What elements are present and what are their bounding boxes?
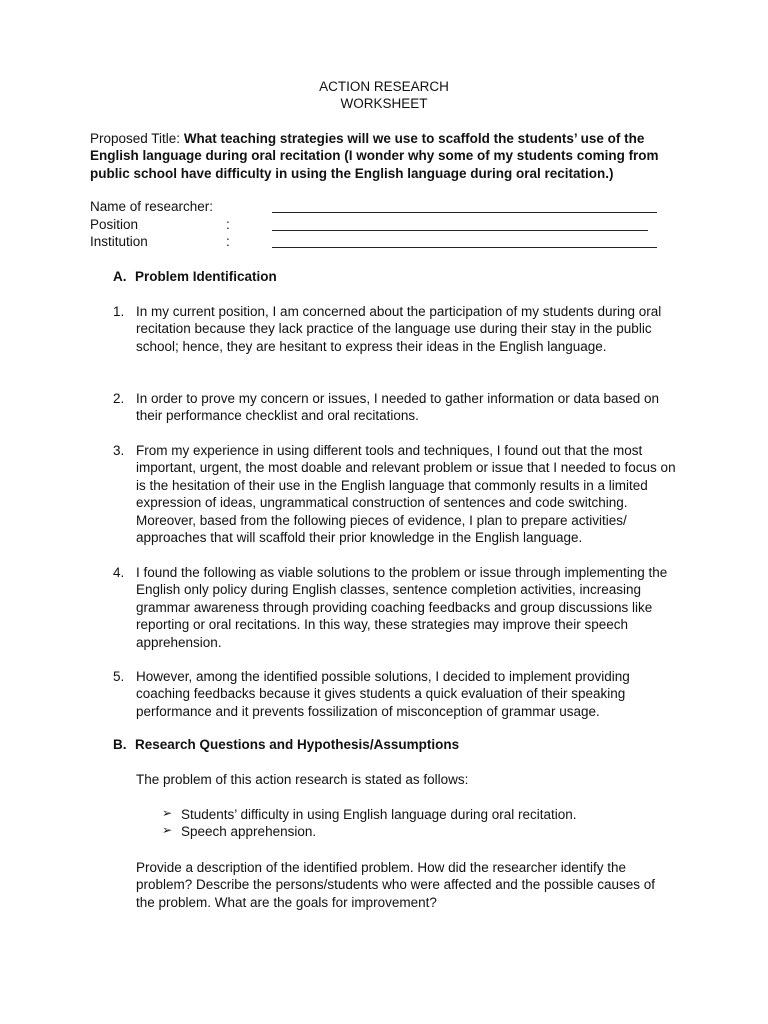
document-title-line2: WORKSHEET — [340, 96, 428, 111]
list-item-text: In my current position, I am concerned about the participation of my students during oral recitation because they lack practice of the language use during their stay in the public school; hence, they are hesitant to express their ideas in the English language. — [136, 304, 662, 354]
bullet-item — [162, 807, 577, 822]
section-title: Research Questions and Hypothesis/Assumptions — [135, 737, 460, 752]
list-item-text: In order to prove my concern or issues, I needed to gather information or data based on their performance checklist and oral recitations. — [136, 391, 660, 424]
list-item — [113, 390, 678, 425]
field-label: Name of researcher: — [90, 199, 214, 214]
bullet-text: Students’ difficulty in using English language during oral recitation. — [181, 807, 577, 822]
section-title: Problem Identification — [135, 269, 277, 284]
list-item-number: 3. — [113, 443, 125, 458]
list-item-number: 2. — [113, 391, 125, 406]
arrow-bullet-icon: ➢ — [162, 823, 173, 837]
field-label: Institution — [90, 234, 148, 249]
description-prompt: Provide a description of the identified problem. How did the researcher identify the problem? Describe the persons/students who were affected and the possible causes of the problem. What are the goals for improvement? — [136, 860, 656, 910]
section-a-heading — [113, 269, 277, 284]
field-colon: : — [226, 217, 230, 232]
list-item-number: 4. — [113, 565, 125, 580]
list-item — [113, 668, 678, 720]
proposed-title-text: What teaching strategies will we use to scaffold the students’ use of the English language during oral recitation (I wonder why some of my students coming from public school have difficulty in using the English language during oral recitation.) — [90, 131, 659, 181]
bullet-item — [162, 824, 316, 839]
proposed-title — [90, 130, 680, 182]
proposed-title-label: Proposed Title: — [90, 131, 184, 146]
bullet-text: Speech apprehension. — [181, 824, 317, 839]
section-b-heading — [113, 737, 459, 752]
list-item — [113, 303, 678, 355]
field-blank-line[interactable] — [272, 247, 657, 248]
section-letter: A. — [113, 269, 127, 284]
list-item — [113, 564, 678, 651]
arrow-bullet-icon: ➢ — [162, 806, 173, 820]
field-colon: : — [226, 234, 230, 249]
list-item-text: From my experience in using different tools and techniques, I found out that the most important, urgent, the most doable and relevant problem or issue that I needed to focus on is the hesitation of their use in the English language that commonly results in a limited expression of ideas, ungrammatical construction of sentences and code switching. Moreover, based from the following pieces of evidence, I plan to prepare activities/ approaches that will scaffold their prior knowledge in the English language. — [136, 443, 676, 546]
list-item-text: However, among the identified possible solutions, I decided to implement providing coaching feedbacks because it gives students a quick evaluation of their speaking performance and it prevents fossilization of misconception of grammar usage. — [136, 669, 630, 719]
field-label: Position — [90, 217, 139, 232]
field-blank-line[interactable] — [272, 212, 657, 213]
problem-intro: The problem of this action research is stated as follows: — [136, 772, 469, 787]
section-letter: B. — [113, 737, 127, 752]
list-item-number: 1. — [113, 304, 125, 319]
list-item — [113, 442, 678, 546]
field-blank-line[interactable] — [272, 230, 648, 231]
document-title-line1: ACTION RESEARCH — [319, 79, 449, 94]
list-item-text: I found the following as viable solutions to the problem or issue through implementing the English only policy during English classes, sentence completion activities, increasing grammar awareness through providing coaching feedbacks and group discussions like reporting or oral recitations. In this way, these strategies may improve their speech apprehension. — [136, 565, 668, 650]
list-item-number: 5. — [113, 669, 125, 684]
